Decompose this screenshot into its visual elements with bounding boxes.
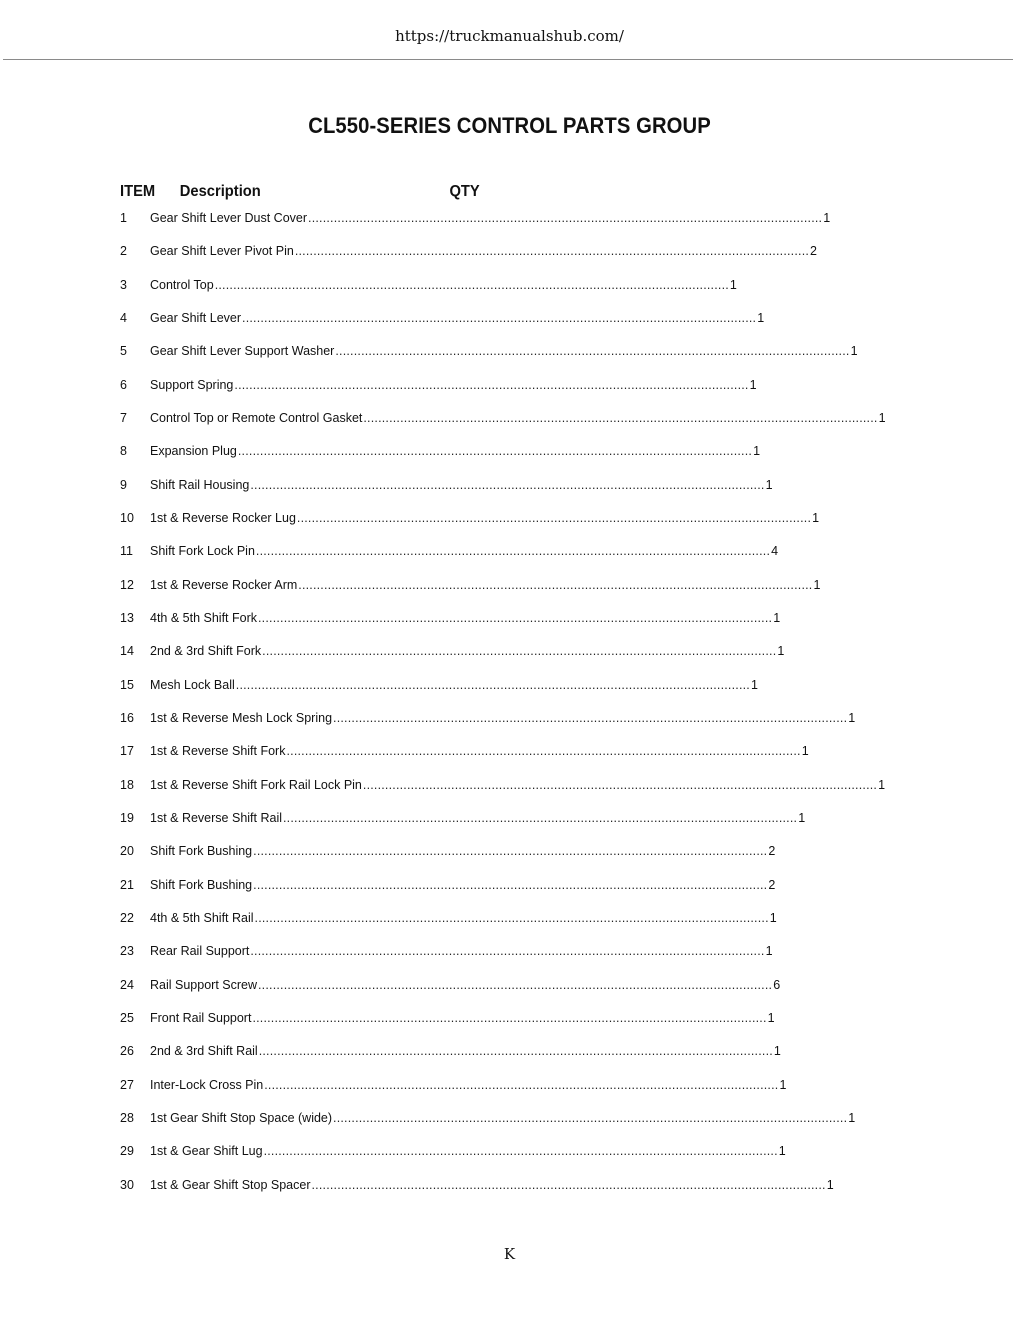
dot-leader: ............................................................................................................................................ bbox=[253, 844, 768, 859]
item-qty: 1 bbox=[750, 677, 758, 692]
item-description: Shift Fork Bushing bbox=[150, 844, 253, 859]
dot-leader: ............................................................................................................................................ bbox=[333, 710, 848, 725]
item-description: 1st Gear Shift Stop Space (wide) bbox=[150, 1110, 333, 1125]
page-number: K bbox=[503, 1245, 516, 1263]
dot-leader: ............................................................................................................................................ bbox=[362, 777, 878, 792]
item-number: 27 bbox=[120, 1077, 134, 1092]
table-row bbox=[120, 244, 817, 277]
item-description: 1st & Reverse Shift Fork bbox=[150, 744, 286, 759]
item-qty: 1 bbox=[779, 1077, 787, 1092]
item-description: Inter-Lock Cross Pin bbox=[150, 1077, 264, 1092]
item-description: Shift Rail Housing bbox=[150, 477, 250, 492]
item-number: 9 bbox=[120, 477, 127, 492]
table-row bbox=[120, 510, 820, 544]
item-line bbox=[150, 910, 777, 925]
column-header-description: Description bbox=[179, 183, 261, 200]
item-line bbox=[150, 977, 781, 992]
item-qty: 1 bbox=[753, 444, 761, 459]
item-description: Gear Shift Lever Pivot Pin bbox=[150, 244, 294, 259]
item-number: 8 bbox=[120, 444, 127, 459]
dot-leader: ............................................................................................................................................ bbox=[237, 444, 753, 459]
dot-leader: ............................................................................................................................................ bbox=[253, 877, 768, 892]
table-row bbox=[120, 544, 779, 577]
item-number: 1 bbox=[120, 211, 127, 225]
table-row bbox=[120, 644, 785, 677]
item-description: 4th & 5th Shift Rail bbox=[150, 910, 254, 925]
dot-leader: ............................................................................................................................................ bbox=[255, 544, 771, 559]
item-line bbox=[150, 410, 886, 425]
item-description: 1st & Reverse Shift Fork Rail Lock Pin bbox=[150, 777, 362, 792]
dot-leader: ............................................................................................................................................ bbox=[262, 644, 777, 659]
item-number: 7 bbox=[120, 410, 127, 425]
item-number: 5 bbox=[120, 344, 127, 359]
item-qty: 1 bbox=[823, 211, 831, 225]
dot-leader: ............................................................................................................................................ bbox=[250, 944, 765, 959]
table-row bbox=[120, 344, 858, 377]
table-row bbox=[120, 744, 809, 777]
item-description: Shift Fork Bushing bbox=[150, 877, 253, 892]
item-line bbox=[150, 1177, 834, 1192]
dot-leader: ............................................................................................................................................ bbox=[254, 910, 769, 925]
item-line bbox=[150, 544, 779, 559]
item-qty: 1 bbox=[798, 810, 806, 825]
dot-leader: ............................................................................................................................................ bbox=[258, 1044, 773, 1059]
dot-leader: ............................................................................................................................................ bbox=[294, 244, 810, 259]
item-number: 6 bbox=[120, 377, 127, 392]
item-qty: 1 bbox=[773, 610, 781, 625]
item-description: 1st & Gear Shift Lug bbox=[150, 1144, 263, 1159]
item-line bbox=[150, 577, 821, 592]
item-line bbox=[150, 844, 776, 859]
item-number: 2 bbox=[120, 244, 127, 259]
table-row bbox=[120, 444, 761, 477]
item-description: Rear Rail Support bbox=[150, 944, 250, 959]
dot-leader: ............................................................................................................................................ bbox=[298, 577, 813, 592]
item-description: Support Spring bbox=[150, 377, 234, 392]
table-row bbox=[120, 310, 765, 344]
table-row bbox=[120, 410, 886, 444]
item-number: 4 bbox=[120, 310, 127, 325]
item-number: 3 bbox=[120, 277, 127, 292]
item-description: 1st & Reverse Mesh Lock Spring bbox=[150, 710, 333, 725]
item-number: 26 bbox=[120, 1044, 134, 1059]
page-title: CL550-SERIES CONTROL PARTS GROUP bbox=[308, 113, 711, 138]
item-number: 13 bbox=[120, 610, 134, 625]
item-line bbox=[150, 344, 858, 359]
item-number: 16 bbox=[120, 710, 134, 725]
table-row bbox=[120, 1177, 834, 1211]
item-line bbox=[150, 877, 776, 892]
table-row bbox=[120, 877, 776, 911]
item-description: Rail Support Screw bbox=[150, 977, 257, 992]
item-qty: 1 bbox=[767, 1010, 775, 1025]
item-line bbox=[150, 377, 757, 392]
table-row bbox=[120, 777, 886, 811]
item-qty: 6 bbox=[773, 977, 781, 992]
dot-leader: ............................................................................................................................................ bbox=[214, 277, 729, 292]
item-line bbox=[150, 710, 856, 725]
item-qty: 1 bbox=[777, 644, 785, 659]
dot-leader: ............................................................................................................................................ bbox=[283, 810, 798, 825]
table-row bbox=[120, 910, 777, 944]
item-description: 1st & Reverse Shift Rail bbox=[150, 810, 282, 825]
item-description: Control Top bbox=[150, 277, 214, 292]
item-qty: 1 bbox=[765, 944, 773, 959]
item-line bbox=[150, 610, 781, 625]
item-description: 1st & Reverse Rocker Lug bbox=[150, 510, 296, 525]
item-qty: 2 bbox=[768, 877, 776, 892]
dot-leader: ............................................................................................................................................ bbox=[311, 1177, 826, 1192]
item-description: 2nd & 3rd Shift Rail bbox=[150, 1044, 258, 1059]
item-qty: 1 bbox=[778, 1144, 786, 1159]
parts-table bbox=[120, 180, 886, 1192]
item-description: Gear Shift Lever bbox=[150, 310, 242, 325]
item-qty: 1 bbox=[773, 1044, 781, 1059]
item-line bbox=[150, 444, 761, 459]
item-qty: 1 bbox=[729, 277, 737, 292]
item-number: 23 bbox=[120, 944, 134, 959]
table-row bbox=[120, 1144, 786, 1177]
table-row bbox=[120, 944, 773, 977]
item-number: 25 bbox=[120, 1010, 134, 1025]
dot-leader: ............................................................................................................................................ bbox=[258, 977, 773, 992]
item-qty: 1 bbox=[757, 310, 765, 325]
item-line bbox=[150, 810, 806, 825]
item-line bbox=[150, 1077, 787, 1092]
item-qty: 1 bbox=[769, 910, 777, 925]
item-number: 12 bbox=[120, 577, 134, 592]
item-line bbox=[150, 477, 773, 492]
item-line bbox=[150, 211, 831, 225]
item-line bbox=[150, 510, 820, 525]
item-number: 29 bbox=[120, 1144, 134, 1159]
item-line bbox=[150, 310, 765, 325]
table-row bbox=[120, 977, 781, 1011]
item-qty: 1 bbox=[813, 577, 821, 592]
item-line bbox=[150, 244, 817, 259]
table-row bbox=[120, 844, 776, 877]
item-number: 30 bbox=[120, 1177, 134, 1192]
item-qty: 2 bbox=[768, 844, 776, 859]
dot-leader: ............................................................................................................................................ bbox=[235, 677, 750, 692]
table-row bbox=[120, 810, 806, 844]
item-number: 28 bbox=[120, 1110, 134, 1125]
item-line bbox=[150, 677, 758, 692]
dot-leader: ............................................................................................................................................ bbox=[263, 1144, 778, 1159]
item-qty: 1 bbox=[878, 777, 886, 792]
item-description: Control Top or Remote Control Gasket bbox=[150, 410, 363, 425]
item-number: 24 bbox=[120, 977, 134, 992]
item-number: 20 bbox=[120, 844, 134, 859]
table-row bbox=[120, 1110, 856, 1144]
dot-leader: ............................................................................................................................................ bbox=[250, 477, 765, 492]
item-line bbox=[150, 1044, 781, 1059]
item-description: Gear Shift Lever Dust Cover bbox=[150, 211, 308, 225]
dot-leader: ............................................................................................................................................ bbox=[335, 344, 850, 359]
dot-leader: ............................................................................................................................................ bbox=[286, 744, 801, 759]
item-qty: 4 bbox=[771, 544, 779, 559]
table-row bbox=[120, 677, 758, 711]
item-number: 18 bbox=[120, 777, 134, 792]
item-number: 15 bbox=[120, 677, 134, 692]
item-line bbox=[150, 944, 773, 959]
item-number: 11 bbox=[120, 544, 133, 559]
dot-leader: ............................................................................................................................................ bbox=[308, 211, 823, 225]
item-qty: 1 bbox=[878, 410, 886, 425]
table-row bbox=[120, 477, 773, 511]
item-description: 2nd & 3rd Shift Fork bbox=[150, 644, 262, 659]
item-qty: 1 bbox=[848, 710, 856, 725]
item-line bbox=[150, 744, 809, 759]
item-description: 1st & Reverse Rocker Arm bbox=[150, 577, 298, 592]
dot-leader: ............................................................................................................................................ bbox=[258, 610, 773, 625]
dot-leader: ............................................................................................................................................ bbox=[242, 310, 757, 325]
item-number: 22 bbox=[120, 910, 134, 925]
item-qty: 1 bbox=[850, 344, 858, 359]
dot-leader: ............................................................................................................................................ bbox=[333, 1110, 848, 1125]
item-description: Shift Fork Lock Pin bbox=[150, 544, 255, 559]
item-number: 19 bbox=[120, 810, 134, 825]
table-header bbox=[120, 180, 480, 210]
dot-leader: ............................................................................................................................................ bbox=[252, 1010, 767, 1025]
item-number: 17 bbox=[120, 744, 134, 759]
table-row bbox=[120, 211, 831, 244]
table-row bbox=[120, 1010, 775, 1044]
dot-leader: ............................................................................................................................................ bbox=[264, 1077, 779, 1092]
item-line bbox=[150, 1144, 786, 1159]
item-qty: 2 bbox=[810, 244, 817, 259]
table-row bbox=[120, 1077, 787, 1111]
item-number: 14 bbox=[120, 644, 134, 659]
item-qty: 1 bbox=[765, 477, 773, 492]
item-line bbox=[150, 777, 886, 792]
dot-leader: ............................................................................................................................................ bbox=[296, 510, 812, 525]
table-row bbox=[120, 710, 856, 744]
parts-list bbox=[120, 211, 886, 1211]
item-description: 4th & 5th Shift Fork bbox=[150, 610, 257, 625]
column-header-item: ITEM bbox=[120, 183, 156, 200]
table-row bbox=[120, 377, 757, 411]
source-url[interactable]: https://truckmanualshub.com/ bbox=[395, 27, 624, 45]
table-row bbox=[120, 277, 737, 311]
item-qty: 1 bbox=[801, 744, 809, 759]
item-line bbox=[150, 277, 737, 292]
item-description: Front Rail Support bbox=[150, 1010, 252, 1025]
dot-leader: ............................................................................................................................................ bbox=[363, 410, 878, 425]
table-row bbox=[120, 577, 821, 611]
item-qty: 1 bbox=[826, 1177, 834, 1192]
item-description: 1st & Gear Shift Stop Spacer bbox=[150, 1177, 311, 1192]
dot-leader: ............................................................................................................................................ bbox=[234, 377, 749, 392]
item-qty: 1 bbox=[749, 377, 757, 392]
table-row bbox=[120, 1044, 781, 1077]
table-row bbox=[120, 610, 781, 644]
item-line bbox=[150, 1010, 775, 1025]
item-qty: 1 bbox=[812, 510, 820, 525]
column-header-qty: QTY bbox=[449, 183, 480, 200]
item-line bbox=[150, 644, 785, 659]
item-line bbox=[150, 1110, 856, 1125]
item-qty: 1 bbox=[848, 1110, 856, 1125]
item-description: Expansion Plug bbox=[150, 444, 237, 459]
item-description: Gear Shift Lever Support Washer bbox=[150, 344, 335, 359]
item-number: 21 bbox=[120, 877, 134, 892]
item-number: 10 bbox=[120, 510, 134, 525]
header-divider bbox=[3, 59, 1013, 60]
item-description: Mesh Lock Ball bbox=[150, 677, 235, 692]
